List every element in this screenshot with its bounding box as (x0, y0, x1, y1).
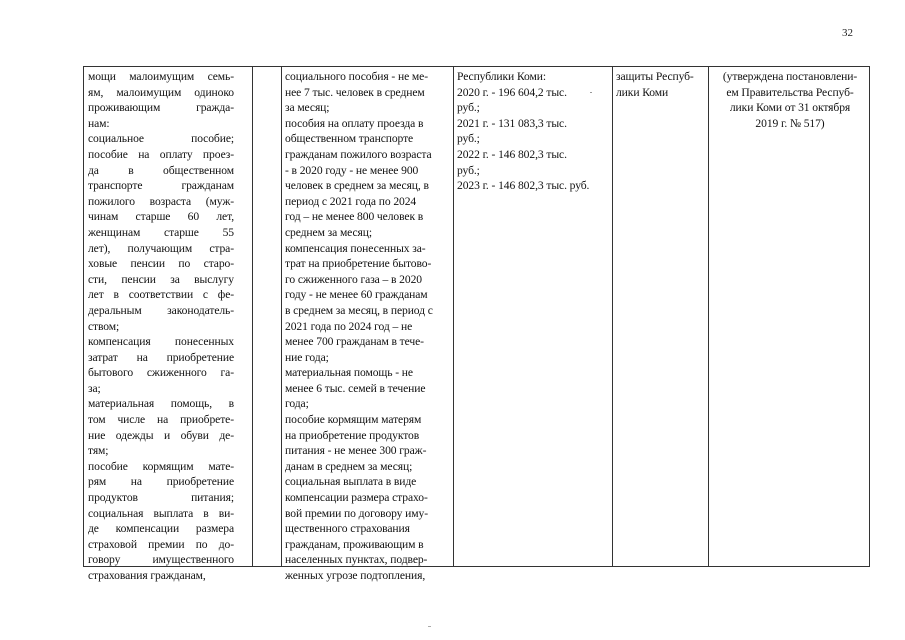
text-line: компенсация понесенных за- (285, 241, 426, 255)
cell-basis (714, 69, 866, 131)
text-line: бытового сжиженного га- (88, 366, 234, 380)
text-line: год – не менее 800 человек в (285, 210, 424, 224)
text-line: ние года; (285, 350, 329, 364)
text-line: 2021 года по 2024 год – не (285, 319, 413, 333)
cell-responsible (616, 69, 704, 100)
text-line: менее 700 гражданам в тече- (285, 335, 424, 349)
text-line: трат на приобретение бытово- (285, 257, 432, 271)
text-line: гражданам пожилого возраста (285, 147, 432, 161)
cell-funding (457, 69, 609, 194)
text-line: году - не менее 60 гражданам (285, 288, 428, 302)
text-line: вой премии по договору иму- (285, 506, 428, 520)
text-line: социальное пособие; (88, 132, 234, 146)
text-line: пособие кормящим матерям (285, 413, 422, 427)
scan-speck (590, 92, 592, 93)
text-line: страховой премии по до- (88, 537, 234, 551)
text-line: руб.; (457, 132, 480, 146)
text-line: деральным законодатель- (88, 303, 234, 317)
text-line: социального пособия - не ме- (285, 70, 428, 83)
text-line: лики Коми от 31 октября (729, 101, 851, 115)
table (83, 66, 870, 582)
text-line: пособие на оплату проез- (88, 147, 234, 161)
page-number: 32 (842, 27, 853, 39)
text-line: населенных пунктах, подвер- (285, 553, 428, 567)
text-line: период с 2021 года по 2024 (285, 194, 417, 208)
text-line: в среднем за месяц, в период с (285, 303, 433, 317)
column-divider (453, 67, 454, 566)
text-line: года; (285, 397, 309, 411)
text-line: 2022 г. - 146 802,3 тыс. (457, 147, 567, 161)
text-line: общественном транспорте (285, 132, 414, 146)
text-line: затрат на приобретение (88, 350, 234, 364)
text-line: говору имущественного (88, 553, 234, 567)
text-line: 2020 г. - 196 604,2 тыс. (457, 85, 567, 99)
text-line: среднем за месяц; (285, 225, 373, 239)
column-divider (708, 67, 709, 566)
text-line: рям на приобретение (88, 475, 234, 489)
text-line: за; (88, 381, 101, 395)
text-line: руб.; (457, 101, 480, 115)
text-line: данам в среднем за месяц; (285, 459, 413, 473)
text-line: компенсации размера страхо- (285, 491, 428, 505)
text-line: пособия на оплату проезда в (285, 116, 424, 130)
text-line: пожилого возраста (муж- (88, 194, 234, 208)
text-line: материальная помощь - не (285, 366, 413, 380)
text-line: ем Правительства Респуб- (726, 85, 854, 99)
text-line: щественного страхования (285, 522, 410, 536)
text-line: чинам старше 60 лет, (88, 210, 234, 224)
text-line: ховые пенсии по старо- (88, 257, 234, 271)
cell-measures (88, 69, 234, 584)
text-line: руб.; (457, 163, 480, 177)
scan-speck (428, 626, 431, 627)
text-line: ние одежды и обуви де- (88, 428, 234, 442)
text-line: защиты Респуб- (616, 70, 694, 83)
text-line: женных угрозе подтопления, (285, 569, 426, 582)
text-line: пособие кормящим мате- (88, 459, 234, 473)
text-line: - в 2020 году - не менее 900 (285, 163, 419, 177)
column-divider (612, 67, 613, 566)
text-line: лет в соответствии с фе- (88, 288, 234, 302)
text-line: сти, пенсии за выслугу (88, 272, 234, 286)
text-line: продуктов питания; (88, 491, 234, 505)
text-line: менее 6 тыс. семей в течение (285, 381, 426, 395)
text-line: на приобретение продуктов (285, 428, 420, 442)
text-line: питания - не менее 300 граж- (285, 444, 427, 458)
text-line: тям; (88, 444, 109, 458)
text-line: материальная помощь, в (88, 397, 234, 411)
text-line: компенсация понесенных (88, 335, 234, 349)
text-line: 2021 г. - 131 083,3 тыс. (457, 116, 567, 130)
text-line: 2019 г. № 517) (755, 116, 825, 130)
text-line: нее 7 тыс. человек в среднем (285, 85, 425, 99)
text-line: транспорте гражданам (88, 179, 234, 193)
text-line: человек в среднем за месяц, в (285, 179, 429, 193)
text-line: проживающим гражда- (88, 101, 234, 115)
text-line: Республики Коми: (457, 70, 546, 83)
text-line: гражданам, проживающим в (285, 537, 424, 551)
text-line: лет), получающим стра- (88, 241, 234, 255)
text-line: женщинам старше 55 (88, 225, 234, 239)
text-line: страхования гражданам, (88, 569, 206, 582)
text-line: ям, малоимущим одиноко (88, 85, 234, 99)
column-divider (281, 67, 282, 566)
cell-indicators (285, 69, 449, 584)
text-line: го сжиженного газа – в 2020 (285, 272, 422, 286)
text-line: ством; (88, 319, 120, 333)
text-line: де компенсации размера (88, 522, 234, 536)
text-line: мощи малоимущим семь- (88, 70, 234, 83)
text-line: социальная выплата в виде (285, 475, 417, 489)
column-divider (252, 67, 253, 566)
text-line: социальная выплата в ви- (88, 506, 234, 520)
text-line: за месяц; (285, 101, 330, 115)
text-line: лики Коми (616, 85, 669, 99)
text-line: (утверждена постановлени- (722, 70, 858, 83)
text-line: да в общественном (88, 163, 234, 177)
text-line: том числе на приобрете- (88, 413, 234, 427)
text-line: нам: (88, 116, 110, 130)
text-line: 2023 г. - 146 802,3 тыс. руб. (457, 179, 590, 193)
